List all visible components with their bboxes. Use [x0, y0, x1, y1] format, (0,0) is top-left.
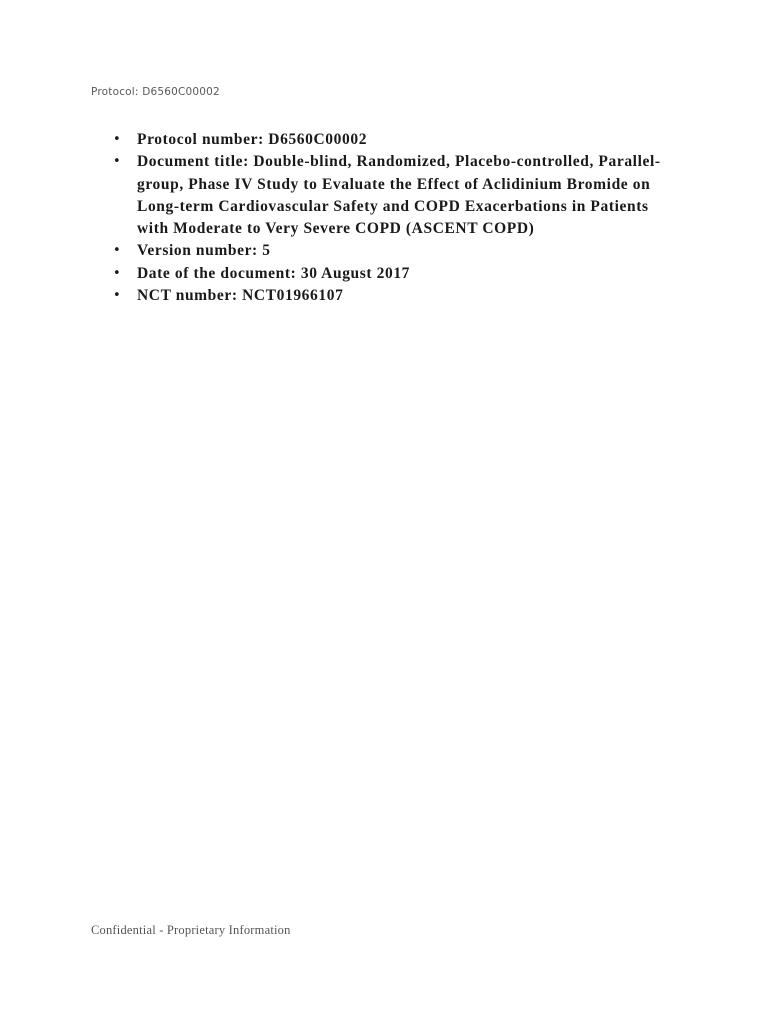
- page-footer: Confidential - Proprietary Information: [91, 923, 291, 937]
- bullet-icon: •: [113, 132, 122, 147]
- document-info-list: [113, 129, 673, 307]
- nct-number-text: NCT number: NCT01966107: [137, 287, 344, 305]
- document-title-text: Document title: Double-blind, Randomized, Placebo-controlled, Parallel-group, Phase IV Study to Evaluate the Effect of Aclidinium Bromide on Long-term Cardiovascular Safety and COPD Exacerbations in Patients with Moderate to Very Severe COPD (ASCENT COPD): [137, 153, 661, 238]
- protocol-number-text: Protocol number: D6560C00002: [137, 131, 368, 148]
- list-item: [113, 151, 673, 240]
- page-header: Protocol: D6560C00002: [91, 86, 220, 98]
- list-item: [113, 285, 673, 307]
- list-item: [113, 129, 673, 151]
- bullet-icon: •: [113, 154, 122, 170]
- version-number-text: Version number: 5: [137, 242, 271, 260]
- list-item: [113, 240, 673, 262]
- list-item: [113, 263, 673, 285]
- document-date-text: Date of the document: 30 August 2017: [137, 264, 411, 282]
- bullet-icon: •: [113, 243, 122, 259]
- bullet-icon: •: [113, 265, 122, 281]
- bullet-icon: •: [113, 288, 122, 304]
